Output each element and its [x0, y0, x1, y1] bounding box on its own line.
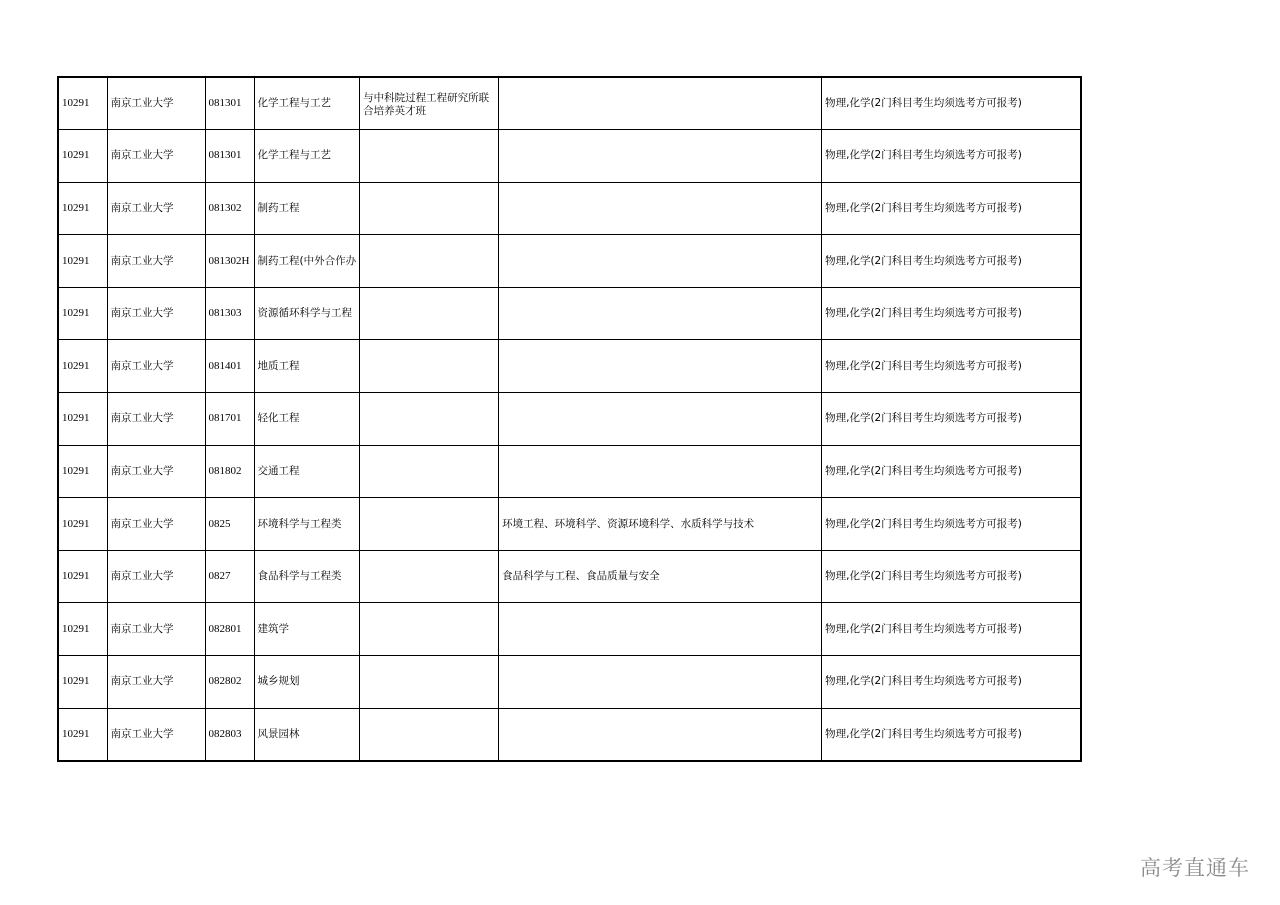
- cell-school-name: 南京工业大学: [107, 445, 205, 498]
- cell-school-code: 10291: [58, 130, 107, 183]
- cell-note: [360, 550, 499, 603]
- cell-school-code: 10291: [58, 708, 107, 761]
- cell-major-name: 制药工程: [254, 182, 360, 235]
- cell-school-code: 10291: [58, 182, 107, 235]
- cell-school-name: 南京工业大学: [107, 656, 205, 709]
- cell-major-code: 081302H: [205, 235, 254, 288]
- cell-school-name: 南京工业大学: [107, 393, 205, 446]
- cell-major-name: 建筑学: [254, 603, 360, 656]
- cell-note: [360, 708, 499, 761]
- cell-major-code: 0825: [205, 498, 254, 551]
- cell-major-name: 制药工程(中外合作办: [254, 235, 360, 288]
- cell-note: [360, 603, 499, 656]
- table-row: [58, 603, 1081, 656]
- cell-note: [360, 130, 499, 183]
- cell-note: [360, 235, 499, 288]
- table-row: [58, 550, 1081, 603]
- cell-major-name: 交通工程: [254, 445, 360, 498]
- cell-note: [360, 182, 499, 235]
- enrollment-table: [57, 76, 1082, 762]
- table-row: [58, 708, 1081, 761]
- cell-school-code: 10291: [58, 393, 107, 446]
- cell-school-code: 10291: [58, 603, 107, 656]
- cell-included-majors: [499, 235, 822, 288]
- table-row: [58, 445, 1081, 498]
- cell-subject-requirement: 物理,化学(2门科目考生均须选考方可报考): [822, 182, 1081, 235]
- watermark: 高考直通车: [1140, 856, 1250, 880]
- cell-school-name: 南京工业大学: [107, 287, 205, 340]
- cell-included-majors: [499, 445, 822, 498]
- cell-note: [360, 340, 499, 393]
- cell-school-code: 10291: [58, 656, 107, 709]
- cell-major-name: 城乡规划: [254, 656, 360, 709]
- cell-subject-requirement: 物理,化学(2门科目考生均须选考方可报考): [822, 287, 1081, 340]
- cell-note: [360, 287, 499, 340]
- cell-included-majors: [499, 708, 822, 761]
- cell-major-code: 081301: [205, 130, 254, 183]
- cell-major-code: 082801: [205, 603, 254, 656]
- table-row: [58, 287, 1081, 340]
- cell-major-code: 082802: [205, 656, 254, 709]
- cell-school-name: 南京工业大学: [107, 340, 205, 393]
- table-row: [58, 498, 1081, 551]
- cell-major-name: 轻化工程: [254, 393, 360, 446]
- cell-included-majors: [499, 130, 822, 183]
- cell-school-name: 南京工业大学: [107, 77, 205, 130]
- cell-major-code: 0827: [205, 550, 254, 603]
- cell-school-code: 10291: [58, 340, 107, 393]
- cell-major-name: 地质工程: [254, 340, 360, 393]
- cell-included-majors: [499, 393, 822, 446]
- cell-major-name: 环境科学与工程类: [254, 498, 360, 551]
- cell-subject-requirement: 物理,化学(2门科目考生均须选考方可报考): [822, 340, 1081, 393]
- cell-major-code: 081301: [205, 77, 254, 130]
- cell-major-code: 082803: [205, 708, 254, 761]
- cell-subject-requirement: 物理,化学(2门科目考生均须选考方可报考): [822, 550, 1081, 603]
- table-row: [58, 393, 1081, 446]
- cell-major-name: 资源循环科学与工程: [254, 287, 360, 340]
- cell-major-code: 081701: [205, 393, 254, 446]
- cell-major-name: 食品科学与工程类: [254, 550, 360, 603]
- cell-subject-requirement: 物理,化学(2门科目考生均须选考方可报考): [822, 445, 1081, 498]
- cell-subject-requirement: 物理,化学(2门科目考生均须选考方可报考): [822, 656, 1081, 709]
- cell-subject-requirement: 物理,化学(2门科目考生均须选考方可报考): [822, 77, 1081, 130]
- cell-subject-requirement: 物理,化学(2门科目考生均须选考方可报考): [822, 603, 1081, 656]
- cell-school-code: 10291: [58, 550, 107, 603]
- cell-included-majors: [499, 77, 822, 130]
- cell-subject-requirement: 物理,化学(2门科目考生均须选考方可报考): [822, 708, 1081, 761]
- table-body: [58, 77, 1081, 761]
- cell-included-majors: [499, 656, 822, 709]
- cell-school-name: 南京工业大学: [107, 603, 205, 656]
- cell-school-name: 南京工业大学: [107, 708, 205, 761]
- cell-major-name: 化学工程与工艺: [254, 130, 360, 183]
- cell-school-name: 南京工业大学: [107, 498, 205, 551]
- cell-school-name: 南京工业大学: [107, 130, 205, 183]
- cell-subject-requirement: 物理,化学(2门科目考生均须选考方可报考): [822, 235, 1081, 288]
- cell-school-code: 10291: [58, 498, 107, 551]
- table-row: [58, 235, 1081, 288]
- cell-major-code: 081302: [205, 182, 254, 235]
- cell-school-code: 10291: [58, 287, 107, 340]
- cell-included-majors: 环境工程、环境科学、资源环境科学、水质科学与技术: [499, 498, 822, 551]
- cell-note: [360, 656, 499, 709]
- cell-subject-requirement: 物理,化学(2门科目考生均须选考方可报考): [822, 498, 1081, 551]
- cell-subject-requirement: 物理,化学(2门科目考生均须选考方可报考): [822, 393, 1081, 446]
- cell-note: [360, 498, 499, 551]
- cell-school-name: 南京工业大学: [107, 550, 205, 603]
- table-row: [58, 77, 1081, 130]
- table-row: [58, 130, 1081, 183]
- cell-included-majors: [499, 287, 822, 340]
- table-row: [58, 182, 1081, 235]
- table-row: [58, 340, 1081, 393]
- cell-major-code: 081802: [205, 445, 254, 498]
- cell-included-majors: [499, 182, 822, 235]
- cell-included-majors: [499, 340, 822, 393]
- cell-major-name: 化学工程与工艺: [254, 77, 360, 130]
- cell-note: 与中科院过程工程研究所联合培养英才班: [360, 77, 499, 130]
- cell-included-majors: 食品科学与工程、食品质量与安全: [499, 550, 822, 603]
- table-row: [58, 656, 1081, 709]
- cell-major-code: 081401: [205, 340, 254, 393]
- cell-school-code: 10291: [58, 235, 107, 288]
- cell-school-name: 南京工业大学: [107, 235, 205, 288]
- cell-included-majors: [499, 603, 822, 656]
- cell-school-code: 10291: [58, 445, 107, 498]
- cell-school-code: 10291: [58, 77, 107, 130]
- cell-school-name: 南京工业大学: [107, 182, 205, 235]
- cell-note: [360, 445, 499, 498]
- cell-major-code: 081303: [205, 287, 254, 340]
- cell-subject-requirement: 物理,化学(2门科目考生均须选考方可报考): [822, 130, 1081, 183]
- cell-note: [360, 393, 499, 446]
- cell-major-name: 风景园林: [254, 708, 360, 761]
